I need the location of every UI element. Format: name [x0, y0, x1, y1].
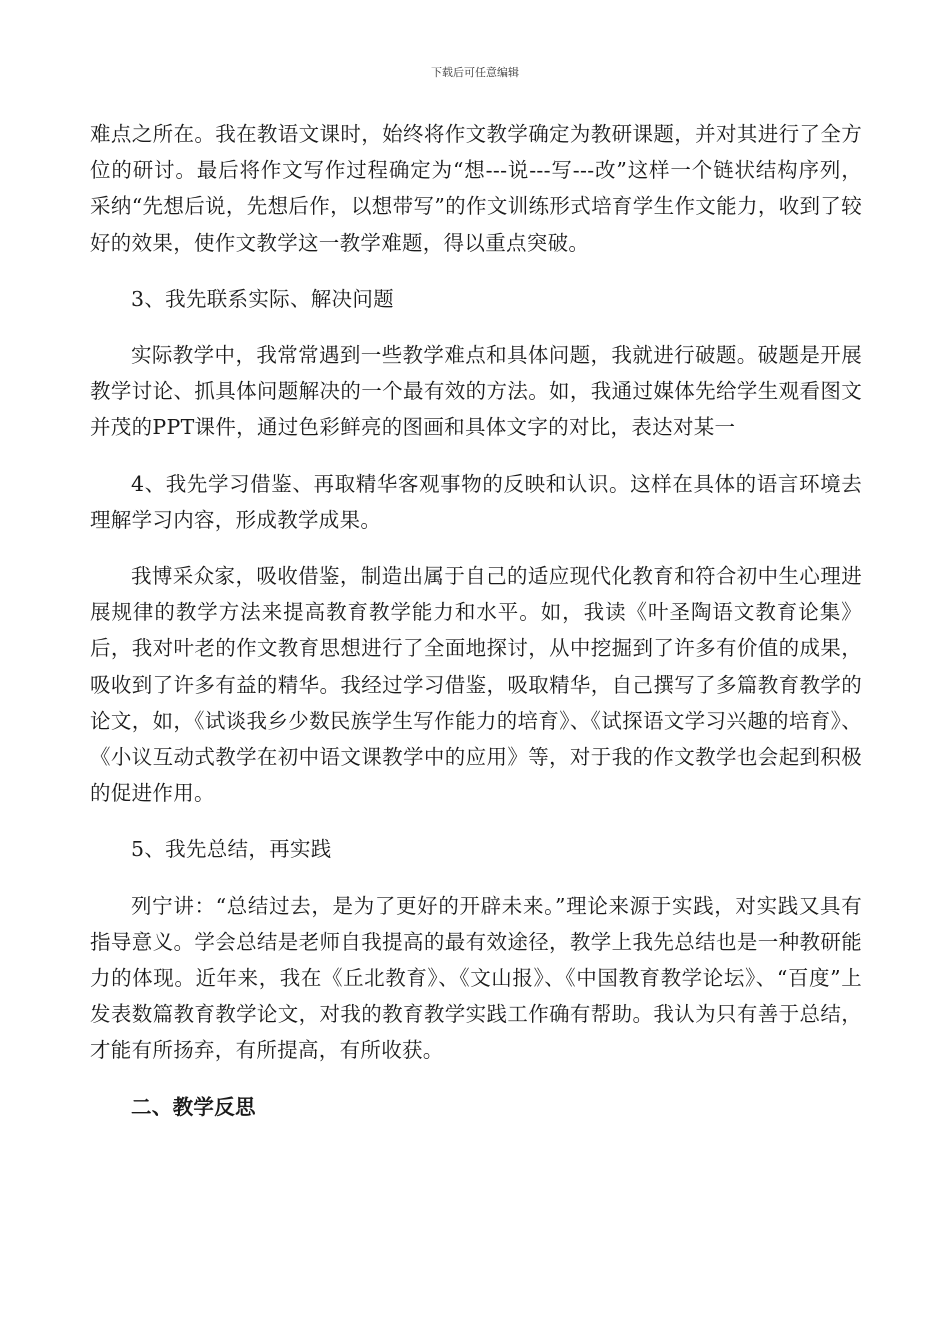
- paragraph-difficulty: 难点之所在。我在教语文课时，始终将作文教学确定为教研课题，并对其进行了全方位的研讨。最后将作文写作过程确定为“想---说---写---改”这样一个链状结构序列，采纳“先想后说，先想后作，以想带写”的作文训练形式培育学生作文能力，收到了较好的效果，使作文教学这一教学难题，得以重点突破。: [90, 122, 862, 255]
- paragraph-item-4: 我博采众家，吸收借鉴，制造出属于自己的适应现代化教育和符合初中生心理进展规律的教学方法来提高教育教学能力和水平。如，我读《叶圣陶语文教育论集》后，我对叶老的作文教育思想进行了全面地探讨，从中挖掘到了许多有价值的成果，吸收到了许多有益的精华。我经过学习借鉴，吸取精华，自己撰写了多篇教育教学的论文，如，《试谈我乡少数民族学生写作能力的培育》、《试探语文学习兴趣的培育》、《小议互动式教学在初中语文课教学中的应用》等，对于我的作文教学也会起到积极的促进作用。: [90, 564, 862, 806]
- document-body: [90, 116, 862, 1125]
- heading-item-4: 4、我先学习借鉴、再取精华客观事物的反映和认识。这样在具体的语言环境去理解学习内容，形成教学成果。: [90, 471, 862, 532]
- paragraph-item-5: 列宁讲：“总结过去，是为了更好的开辟未来。”理论来源于实践，对实践又具有指导意义。学会总结是老师自我提高的最有效途径，教学上我先总结也是一种教研能力的体现。近年来，我在《丘北教育》、《文山报》、《中国教育教学论坛》、“百度”上发表数篇教育教学论文，对我的教育教学实践工作确有帮助。我认为只有善于总结，才能有所扬弃，有所提高，有所收获。: [90, 893, 862, 1063]
- paragraph-item-3: 实际教学中，我常常遇到一些教学难点和具体问题，我就进行破题。破题是开展教学讨论、抓具体问题解决的一个最有效的方法。如，我通过媒体先给学生观看图文并茂的PPT课件，通过色彩鲜亮的图画和具体文字的对比，表达对某一: [90, 343, 862, 440]
- section-heading-reflection: 二、教学反思: [131, 1094, 256, 1119]
- heading-item-3: 3、我先联系实际、解决问题: [131, 286, 394, 311]
- heading-item-5: 5、我先总结，再实践: [131, 837, 332, 862]
- header-note: 下载后可任意编辑: [431, 66, 519, 79]
